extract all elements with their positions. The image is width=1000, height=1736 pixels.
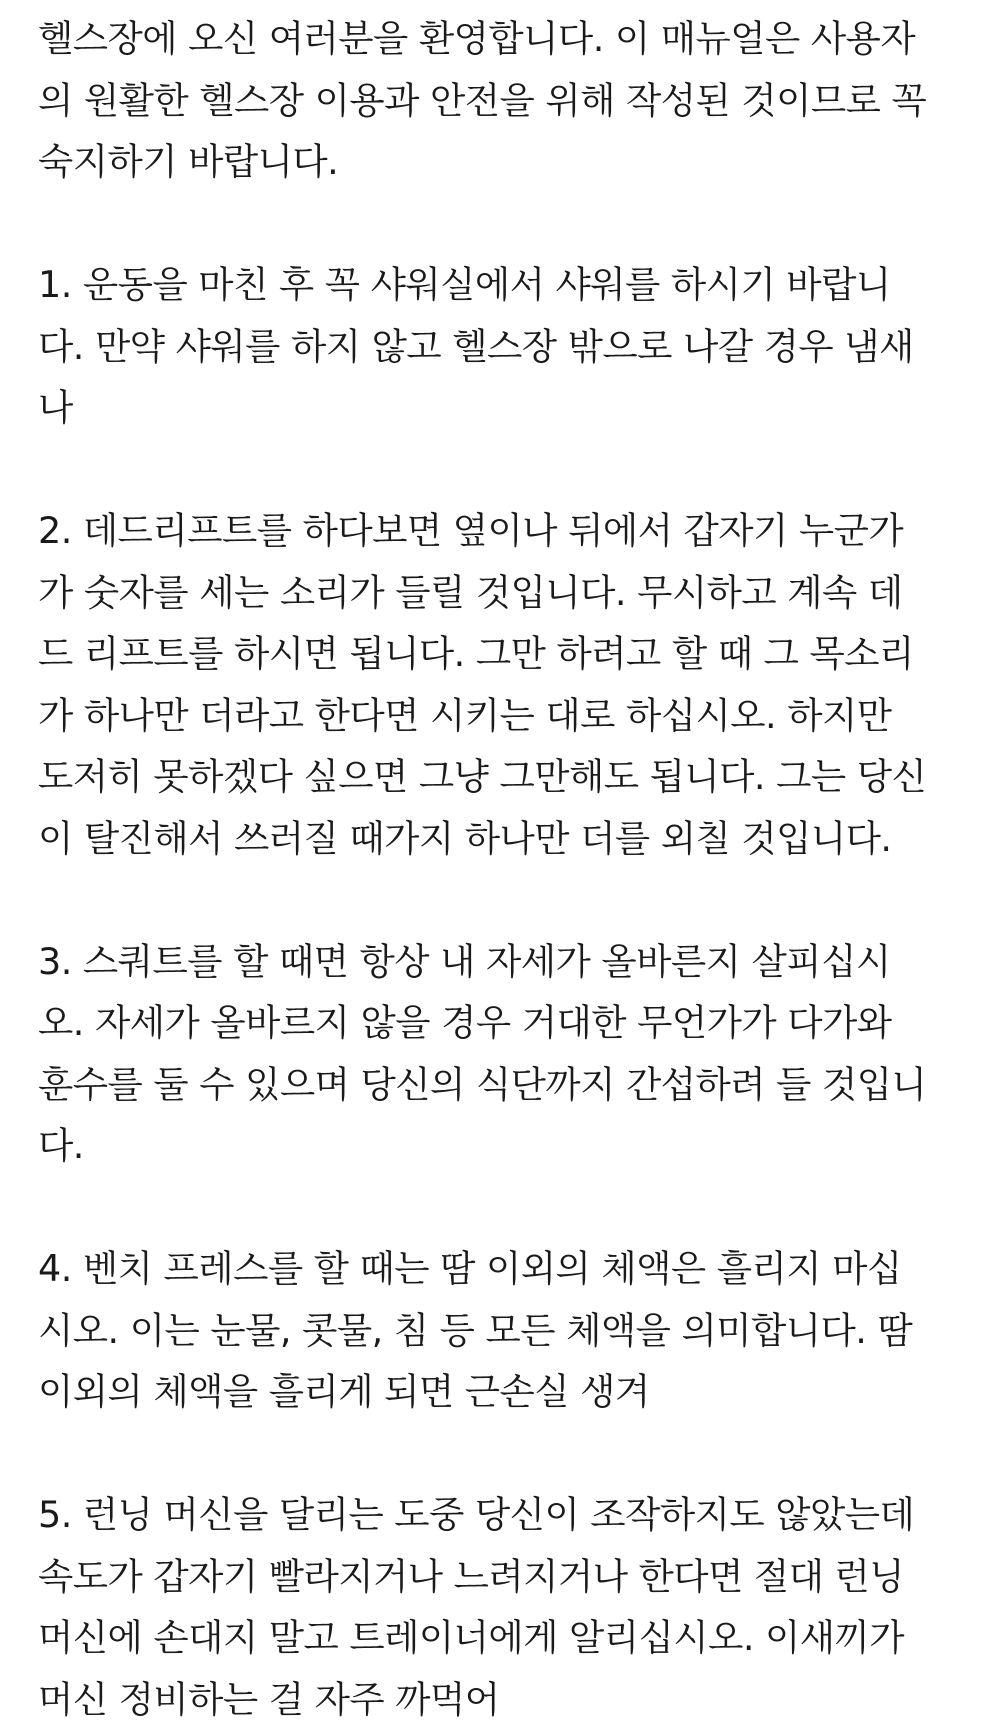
text-line: 3. 스쿼트를 할 때면 항상 내 자세가 올바른지 살피십시	[38, 939, 891, 983]
text-line: 1. 운동을 마친 후 꼭 샤워실에서 샤워를 하시기 바랍니	[38, 263, 891, 306]
paragraph-spacer	[38, 1177, 982, 1239]
rule-4-paragraph	[38, 1238, 982, 1423]
text-line: 속도가 갑자기 빨라지거나 느려지거나 한다면 절대 런닝	[38, 1554, 905, 1598]
text-line: 오. 자세가 올바르지 않을 경우 거대한 무언가가 다가와	[38, 1001, 892, 1044]
gym-manual-text	[38, 8, 982, 1730]
rule-3-paragraph	[38, 931, 982, 1177]
intro-paragraph	[38, 8, 982, 193]
text-line: 숙지하기 바랍니다.	[38, 140, 339, 183]
text-line: 가 숫자를 세는 소리가 들릴 것입니다. 무시하고 계속 데	[38, 570, 903, 614]
rule-2-paragraph	[38, 500, 982, 869]
text-line: 이외의 체액을 흘리게 되면 근손실 생겨	[38, 1370, 650, 1413]
text-line: 다.	[38, 1124, 84, 1167]
text-line: 이 탈진해서 쓰러질 때가지 하나만 더를 외칠 것입니다.	[38, 816, 892, 860]
rule-5-paragraph	[38, 1484, 982, 1730]
text-line: 의 원활한 헬스장 이용과 안전을 위해 작성된 것이므로 꼭	[38, 78, 927, 122]
text-line: 머신 정비하는 걸 자주 까먹어	[38, 1677, 500, 1721]
text-line: 시오. 이는 눈물, 콧물, 침 등 모든 체액을 의미합니다. 땀	[38, 1308, 913, 1352]
text-line: 2. 데드리프트를 하다보면 옆이나 뒤에서 갑자기 누군가	[38, 509, 904, 552]
text-line: 4. 벤치 프레스를 할 때는 땀 이외의 체액은 흘리지 마십	[38, 1247, 902, 1290]
text-line: 5. 런닝 머신을 달리는 도중 당신이 조작하지도 않았는데	[38, 1493, 915, 1536]
text-line: 머신에 손대지 말고 트레이너에게 알리십시오. 이새끼가	[38, 1616, 905, 1659]
text-line: 드 리프트를 하시면 됩니다. 그만 하려고 할 때 그 목소리	[38, 632, 914, 675]
text-line: 가 하나만 더라고 한다면 시키는 대로 하십시오. 하지만	[38, 693, 892, 737]
text-line: 훈수를 둘 수 있으며 당신의 식단까지 간섭하려 들 것입니	[38, 1062, 927, 1106]
text-line: 나	[38, 386, 73, 429]
text-line: 도저히 못하겠다 싶으면 그냥 그만해도 됩니다. 그는 당신	[38, 755, 927, 798]
paragraph-spacer	[38, 193, 982, 255]
text-line: 헬스장에 오신 여러분을 환영합니다. 이 매뉴얼은 사용자	[38, 17, 916, 60]
text-line: 다. 만약 샤워를 하지 않고 헬스장 밖으로 나갈 경우 냄새	[38, 324, 914, 368]
paragraph-spacer	[38, 1423, 982, 1485]
paragraph-spacer	[38, 439, 982, 501]
rule-1-paragraph	[38, 254, 982, 439]
paragraph-spacer	[38, 869, 982, 931]
